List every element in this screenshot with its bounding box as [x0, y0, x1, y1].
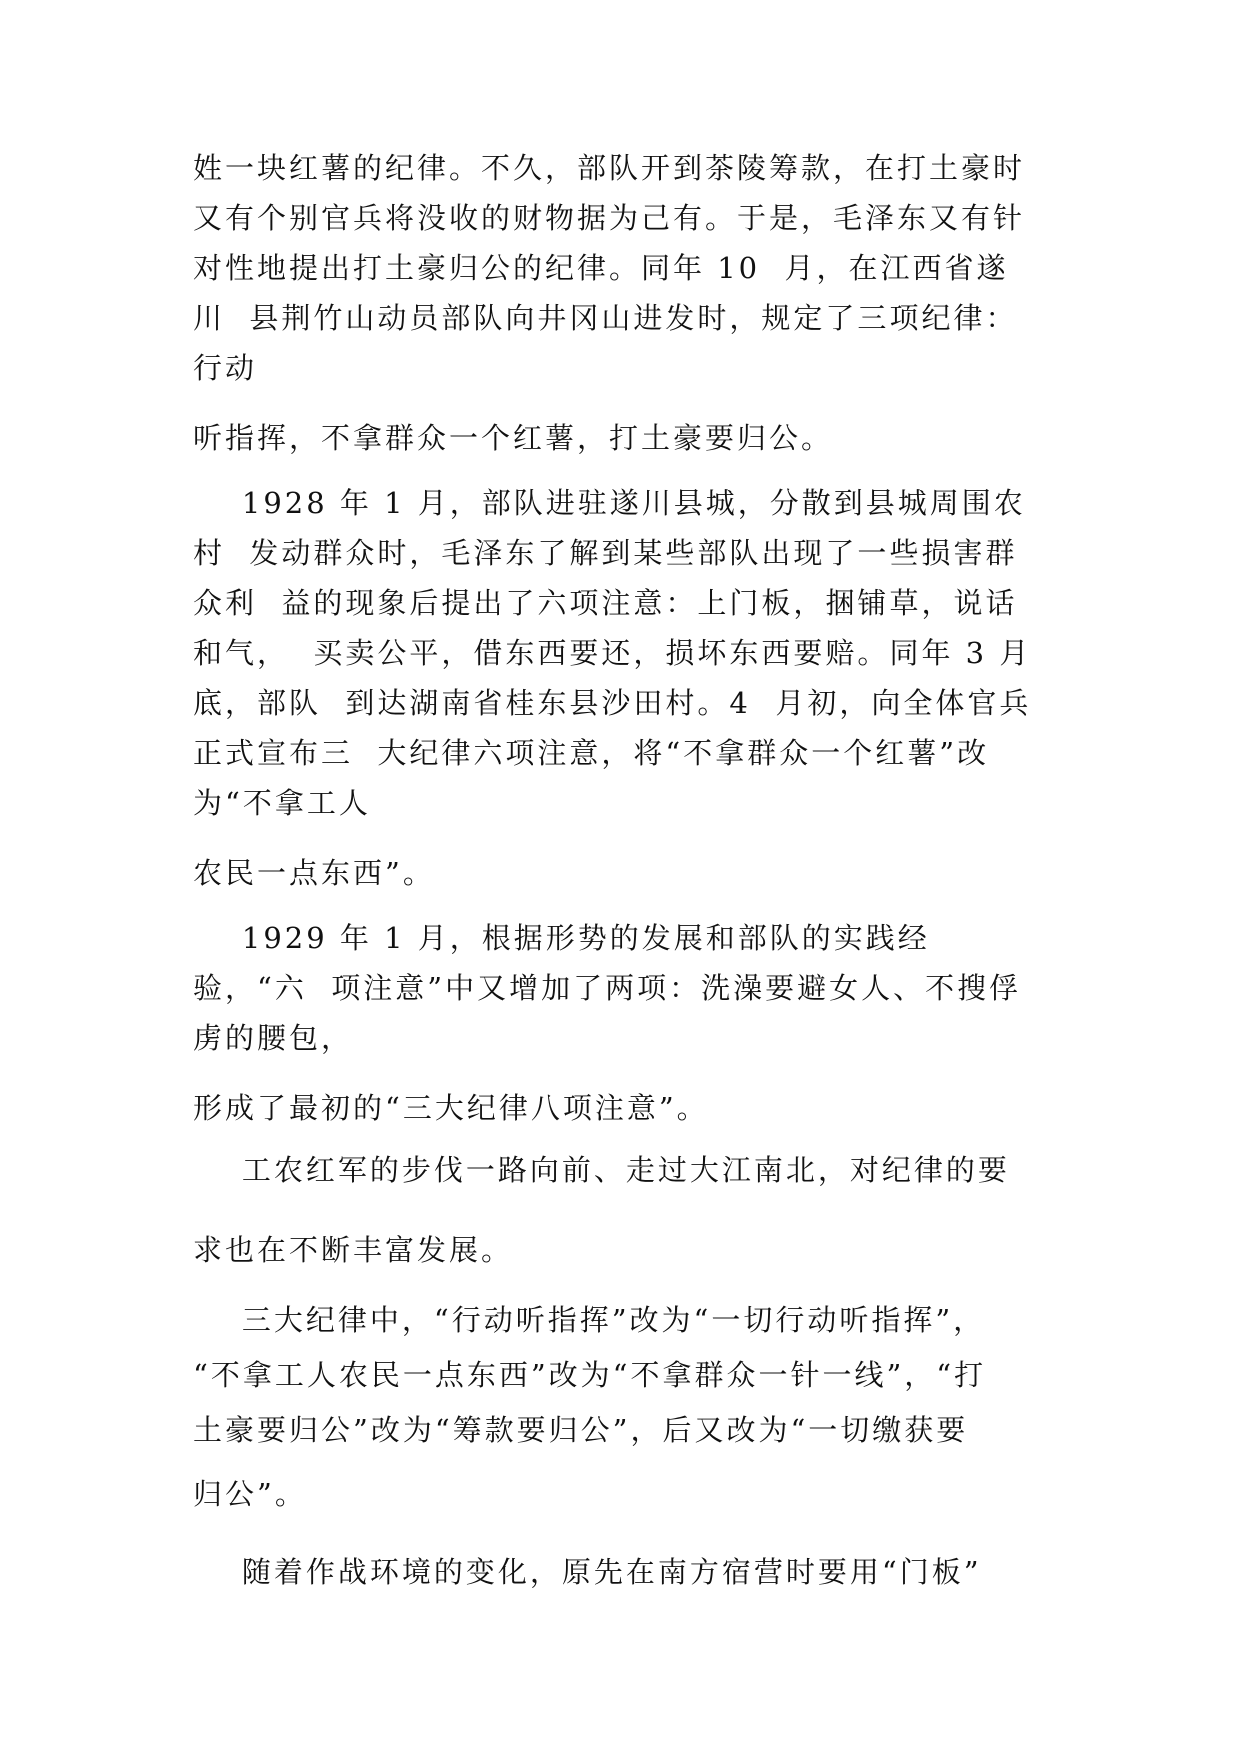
text-line: 底，部队 到达湖南省桂东县沙田村。4 月初，向全体官兵	[193, 686, 1032, 720]
text-line: 三大纪律中，“行动听指挥”改为“一切行动听指挥”，	[193, 1303, 986, 1337]
text-line: 归公”。	[193, 1477, 307, 1511]
text-line: 1928 年 1 月，部队进驻遂川县城，分散到县城周围农	[193, 486, 1026, 520]
text-line: 正式宣布三 大纪律六项注意，将“不拿群众一个红薯”改	[193, 736, 990, 770]
text-line: 又有个别官兵将没收的财物据为己有。于是，毛泽东又有针	[193, 201, 1026, 235]
text-line: 听指挥，不拿群众一个红薯，打土豪要归公。	[193, 421, 834, 455]
text-line: 工农红军的步伐一路向前、走过大江南北，对纪律的要	[193, 1153, 1010, 1187]
text-line: 为“不拿工人	[193, 786, 371, 820]
text-line: 农民一点东西”。	[193, 856, 435, 890]
text-line: 众利 益的现象后提出了六项注意：上门板，捆铺草，说话	[193, 586, 1018, 620]
text-line: 求也在不断丰富发展。	[193, 1233, 514, 1267]
text-line: 和气， 买卖公平，借东西要还，损坏东西要赔。同年 3 月	[193, 636, 1032, 670]
text-line: 姓一块红薯的纪律。不久，部队开到茶陵筹款，在打土豪时	[193, 151, 1026, 185]
text-line: 虏的腰包，	[193, 1021, 354, 1055]
text-line: 1929 年 1 月，根据形势的发展和部队的实践经	[193, 921, 930, 955]
text-line: “不拿工人农民一点东西”改为“不拿群众一针一线”，“打	[193, 1358, 987, 1392]
text-line: 土豪要归公”改为“筹款要归公”，后又改为“一切缴获要	[193, 1413, 969, 1447]
text-line: 村 发动群众时，毛泽东了解到某些部队出现了一些损害群	[193, 536, 1018, 570]
text-line: 对性地提出打土豪归公的纪律。同年 10 月，在江西省遂	[193, 251, 1009, 285]
text-line: 验，“六 项注意”中又增加了两项：洗澡要避女人、不搜俘	[193, 971, 1022, 1005]
text-line: 行动	[193, 351, 258, 385]
text-line: 川 县荆竹山动员部队向井冈山进发时，规定了三项纪律：	[193, 301, 1018, 335]
text-line: 形成了最初的“三大纪律八项注意”。	[193, 1091, 709, 1125]
text-line: 随着作战环境的变化，原先在南方宿营时要用“门板”	[193, 1555, 982, 1589]
